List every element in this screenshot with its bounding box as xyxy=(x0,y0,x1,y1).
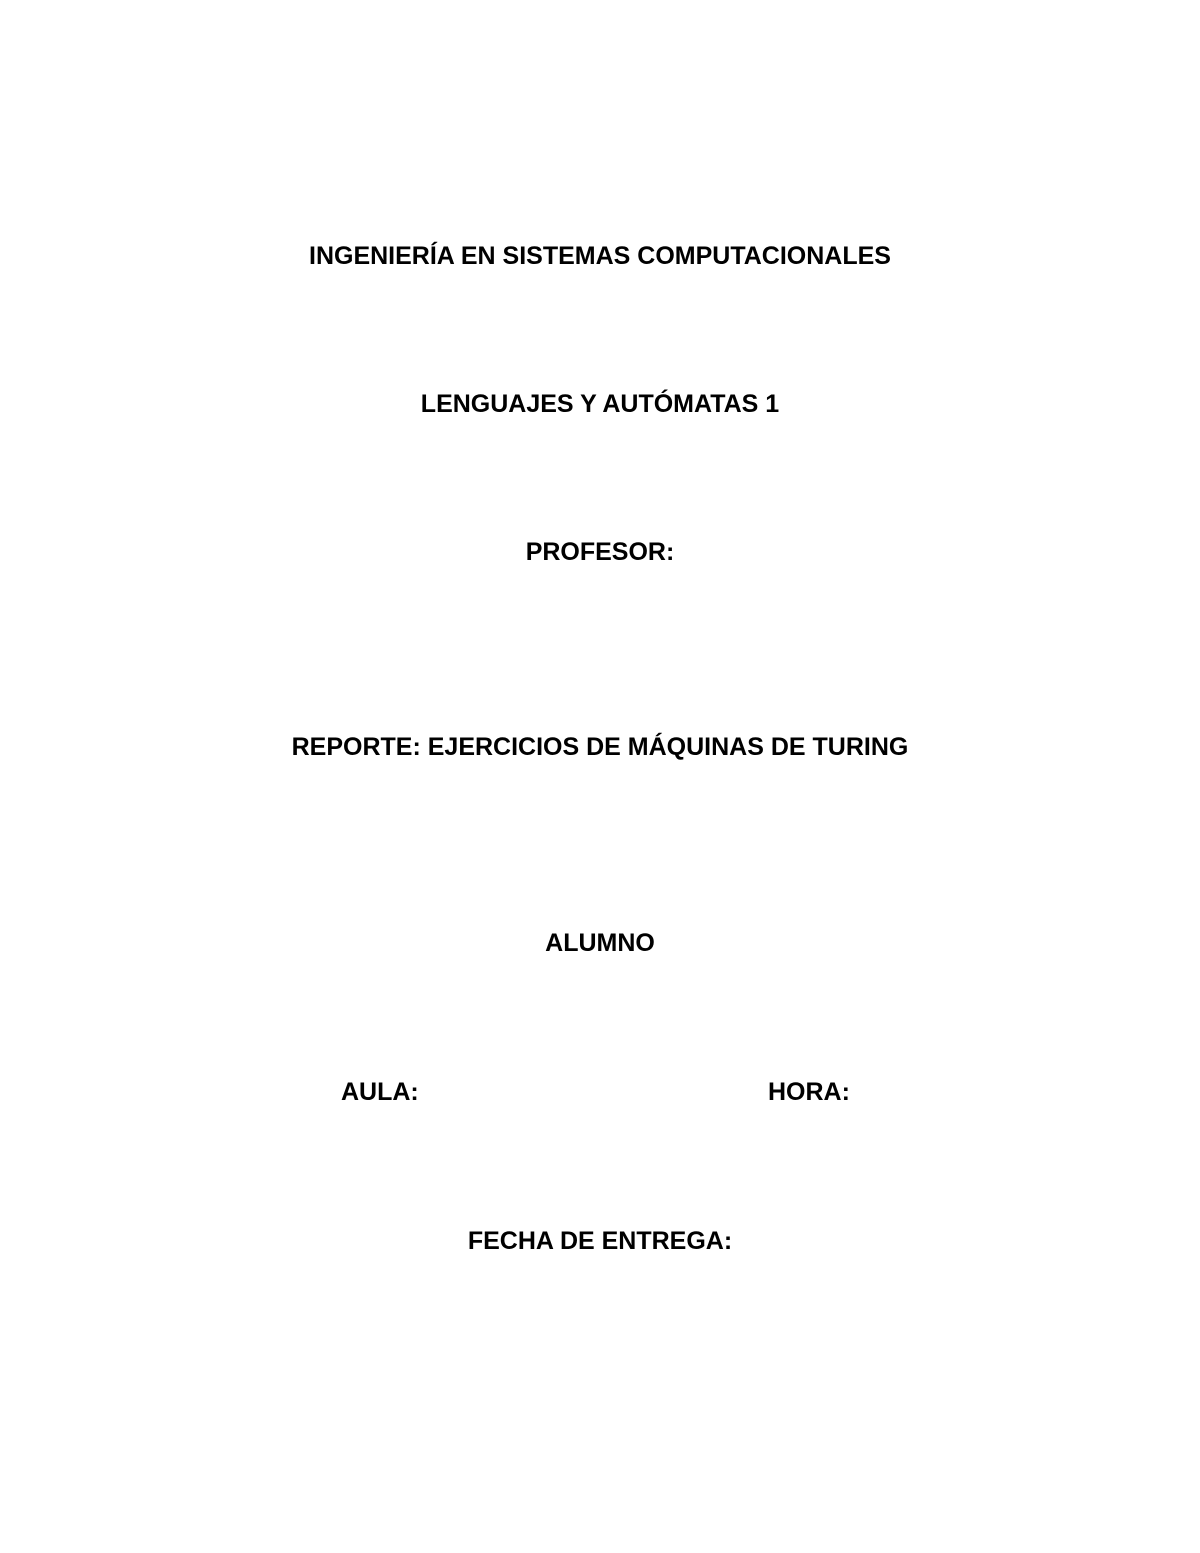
time-label: HORA: xyxy=(768,1078,850,1106)
student-label: ALUMNO xyxy=(545,929,655,957)
due-date-label: FECHA DE ENTREGA: xyxy=(467,1227,733,1255)
teacher-label: PROFESOR: xyxy=(525,538,675,566)
classroom-label: AULA: xyxy=(341,1078,419,1106)
career-title: INGENIERÍA EN SISTEMAS COMPUTACIONALES xyxy=(309,242,891,270)
report-title: REPORTE: EJERCICIOS DE MÁQUINAS DE TURING xyxy=(291,733,909,761)
classroom-time-row xyxy=(0,1077,1200,1107)
subject-title: LENGUAJES Y AUTÓMATAS 1 xyxy=(420,390,780,418)
